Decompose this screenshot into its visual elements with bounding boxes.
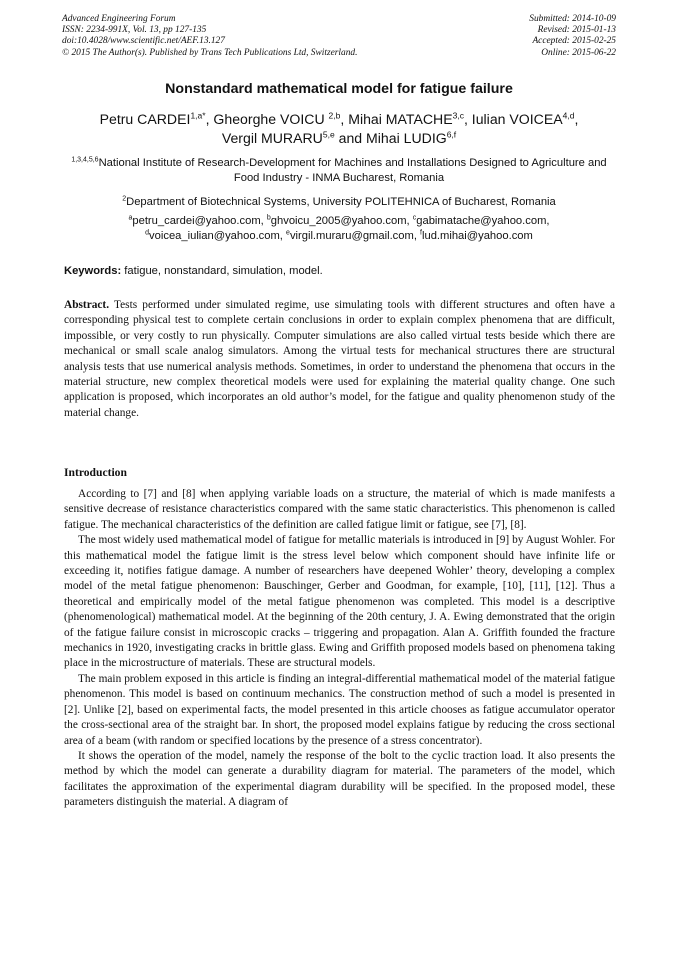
author-affiliation-mark: 1,a* [190, 110, 206, 121]
introduction-body [64, 487, 615, 811]
accepted-date: Accepted: 2015-02-25 [532, 36, 616, 47]
submission-dates [529, 14, 616, 59]
issn-line: ISSN: 2234-991X, Vol. 13, pp 127-135 [62, 25, 207, 36]
author-name: Vergil MURARU [221, 130, 323, 146]
email-address[interactable]: virgil.muraru@gmail.com, [289, 229, 421, 242]
intro-paragraph: The main problem exposed in this article is finding an integral-differential mathematical model of the material fatigue phenomenon. This model is based on continuum mechanics. The construction method of such a model is presented in [2]. Unlike [2], based on experimental facts, the model presented in this article chooses as fatigue accumulator operator the cross-sectional area of the straight bar. In short, the proposed model explains fatigue by reducing the cross sectional area of a beam (with random or specified locations by the presence of a stress concentrator). [64, 672, 615, 747]
abstract-label: Abstract. [64, 299, 110, 311]
email-mark: e [286, 228, 290, 236]
author-affiliation-mark: 5,e [322, 129, 335, 140]
section-heading-introduction: Introduction [64, 466, 127, 479]
affiliation-inma [60, 156, 618, 185]
email-address[interactable]: petru_cardei@yahoo.com, [132, 215, 267, 227]
intro-paragraph: According to [7] and [8] when applying variable loads on a structure, the material of which is made manifests a sensitive decrease of resistance characteristics compared with the same static characteristics. This phenomenon is called fatigue. The mechanical characteristics of the definition are called fatigue limit or fatigue, see [7], [8]. [64, 488, 615, 531]
author-name: , Iulian VOICEA [463, 111, 563, 127]
abstract-text: Tests performed under simulated regime, use simulating tools with different structures and often have a corresponding physical test to complete certain conclusions in order to explain complex phenomena that are difficult, impossible, or very costly to run physically. Computer simulations are also called virtual tests beside which there are mechanical or small scale analog simulators. Among the virtual tests for mechanical structures there are structural analysis tests that use numerical analysis methods. Sometimes, in order to understand the phenomena that occurs in the material structure, new complex theoretical models were used for explaining the material quality change. One such application is proposed, which incorporates an old author’s model, for the fatigue and quality phenomenon study of the material change. [64, 299, 615, 419]
affiliation-mark: 2 [122, 195, 127, 203]
email-mark: c [412, 214, 417, 222]
keywords-line [64, 265, 323, 277]
email-address[interactable]: gabimatache@yahoo.com, [416, 215, 550, 227]
author-name: Petru CARDEI [99, 111, 191, 127]
email-address[interactable]: voicea_iulian@yahoo.com, [149, 229, 287, 242]
email-mark: d [145, 228, 150, 236]
online-date: Online: 2015-06-22 [541, 47, 616, 58]
intro-paragraph: The most widely used mathematical model of fatigue for metallic materials is introduced in [9] by August Wohler. For this mathematical model the fatigue limit is the stress level below which component should have infinite life or exceeding it, notifies fatigue damage. A number of researchers have deepened Wohler’ theory, developing a complex model of the metal fatigue phenomenon: Bauschinger, Gerber and Goodman, for example, [10], [11], [12]. Thus a theoretical and empirically model of the metal fatigue phenomenon was completed. This model is a descriptive (phenomenological) mathematical model. At the beginning of the 20th century, J. A. Ewing demonstrated that the origin of the fatigue failure consist in microscopic cracks – triggering and propagation. Alan A. Griffith founded the fracture mechanics in 1920, investigating cracks in brittle glass. Ewing and Griffith proposed models based on phenomena taking place in the microstructure of materials. These are structural models. [64, 534, 615, 670]
copyright-line: © 2015 The Author(s). Published by Trans Tech Publications Ltd, Switzerland. [62, 47, 358, 58]
revised-date: Revised: 2015-01-13 [537, 25, 616, 36]
paper-title: Nonstandard mathematical model for fatigue failure [165, 81, 513, 97]
email-mark: b [266, 214, 271, 222]
keywords-label: Keywords: [64, 265, 122, 277]
journal-name: Advanced Engineering Forum [62, 14, 176, 24]
author-affiliation-mark: 2,b [328, 110, 341, 121]
author-list: Petru $CARDEI^{1,a*}$, Gheorghe VOICU $^{2,b}$, Mihai MATACHE$^{3,c}$, Iulian VOICEA$^{4,d}$, Vergil MURARU$^{5,e}$ and Mihai LUDIG$^{6,f}$ [99, 110, 579, 146]
journal-info [62, 14, 357, 59]
affiliation-text: National Institute of Research-Development for Machines and Installations Designed to Agriculture and Food Industry - INMA Bucharest, Romania [98, 157, 607, 184]
email-list [60, 214, 618, 243]
email-address[interactable]: ghvoicu_2005@yahoo.com, [270, 215, 413, 227]
affiliation-text: Department of Biotechnical Systems, University POLITEHNICA of Bucharest, Romania [126, 196, 556, 208]
author-name: , Gheorghe VOICU [205, 111, 329, 127]
intro-paragraph: It shows the operation of the model, namely the response of the bolt to the cyclic traction load. It also presents the method by which the model can generate a durability diagram for material. The parameters of the model, which facilitates the approximation of the experimental diagram durability will be specified. In the proposed model, these parameters distinguish the material. A diagram of [64, 749, 615, 809]
email-mark: a [128, 214, 133, 222]
author-affiliation-mark: 6,f [446, 129, 457, 140]
email-mark: f [420, 228, 422, 236]
abstract-paragraph [64, 298, 615, 421]
author-name: and Mihai LUDIG [334, 130, 447, 146]
author-affiliation-mark: 4,d [562, 110, 575, 121]
affiliation-mark: 1,3,4,5,6 [71, 156, 99, 164]
keywords-text: fatigue, nonstandard, simulation, model. [121, 265, 323, 277]
email-address[interactable]: lud.mihai@yahoo.com [421, 229, 533, 242]
author-name: , Mihai MATACHE [340, 111, 453, 127]
affiliation-politehnica [60, 195, 618, 210]
doi-line: doi:10.4028/www.scientific.net/AEF.13.127 [62, 36, 225, 47]
author-affiliation-mark: 3,c [452, 110, 464, 121]
submitted-date: Submitted: 2014-10-09 [529, 14, 616, 24]
